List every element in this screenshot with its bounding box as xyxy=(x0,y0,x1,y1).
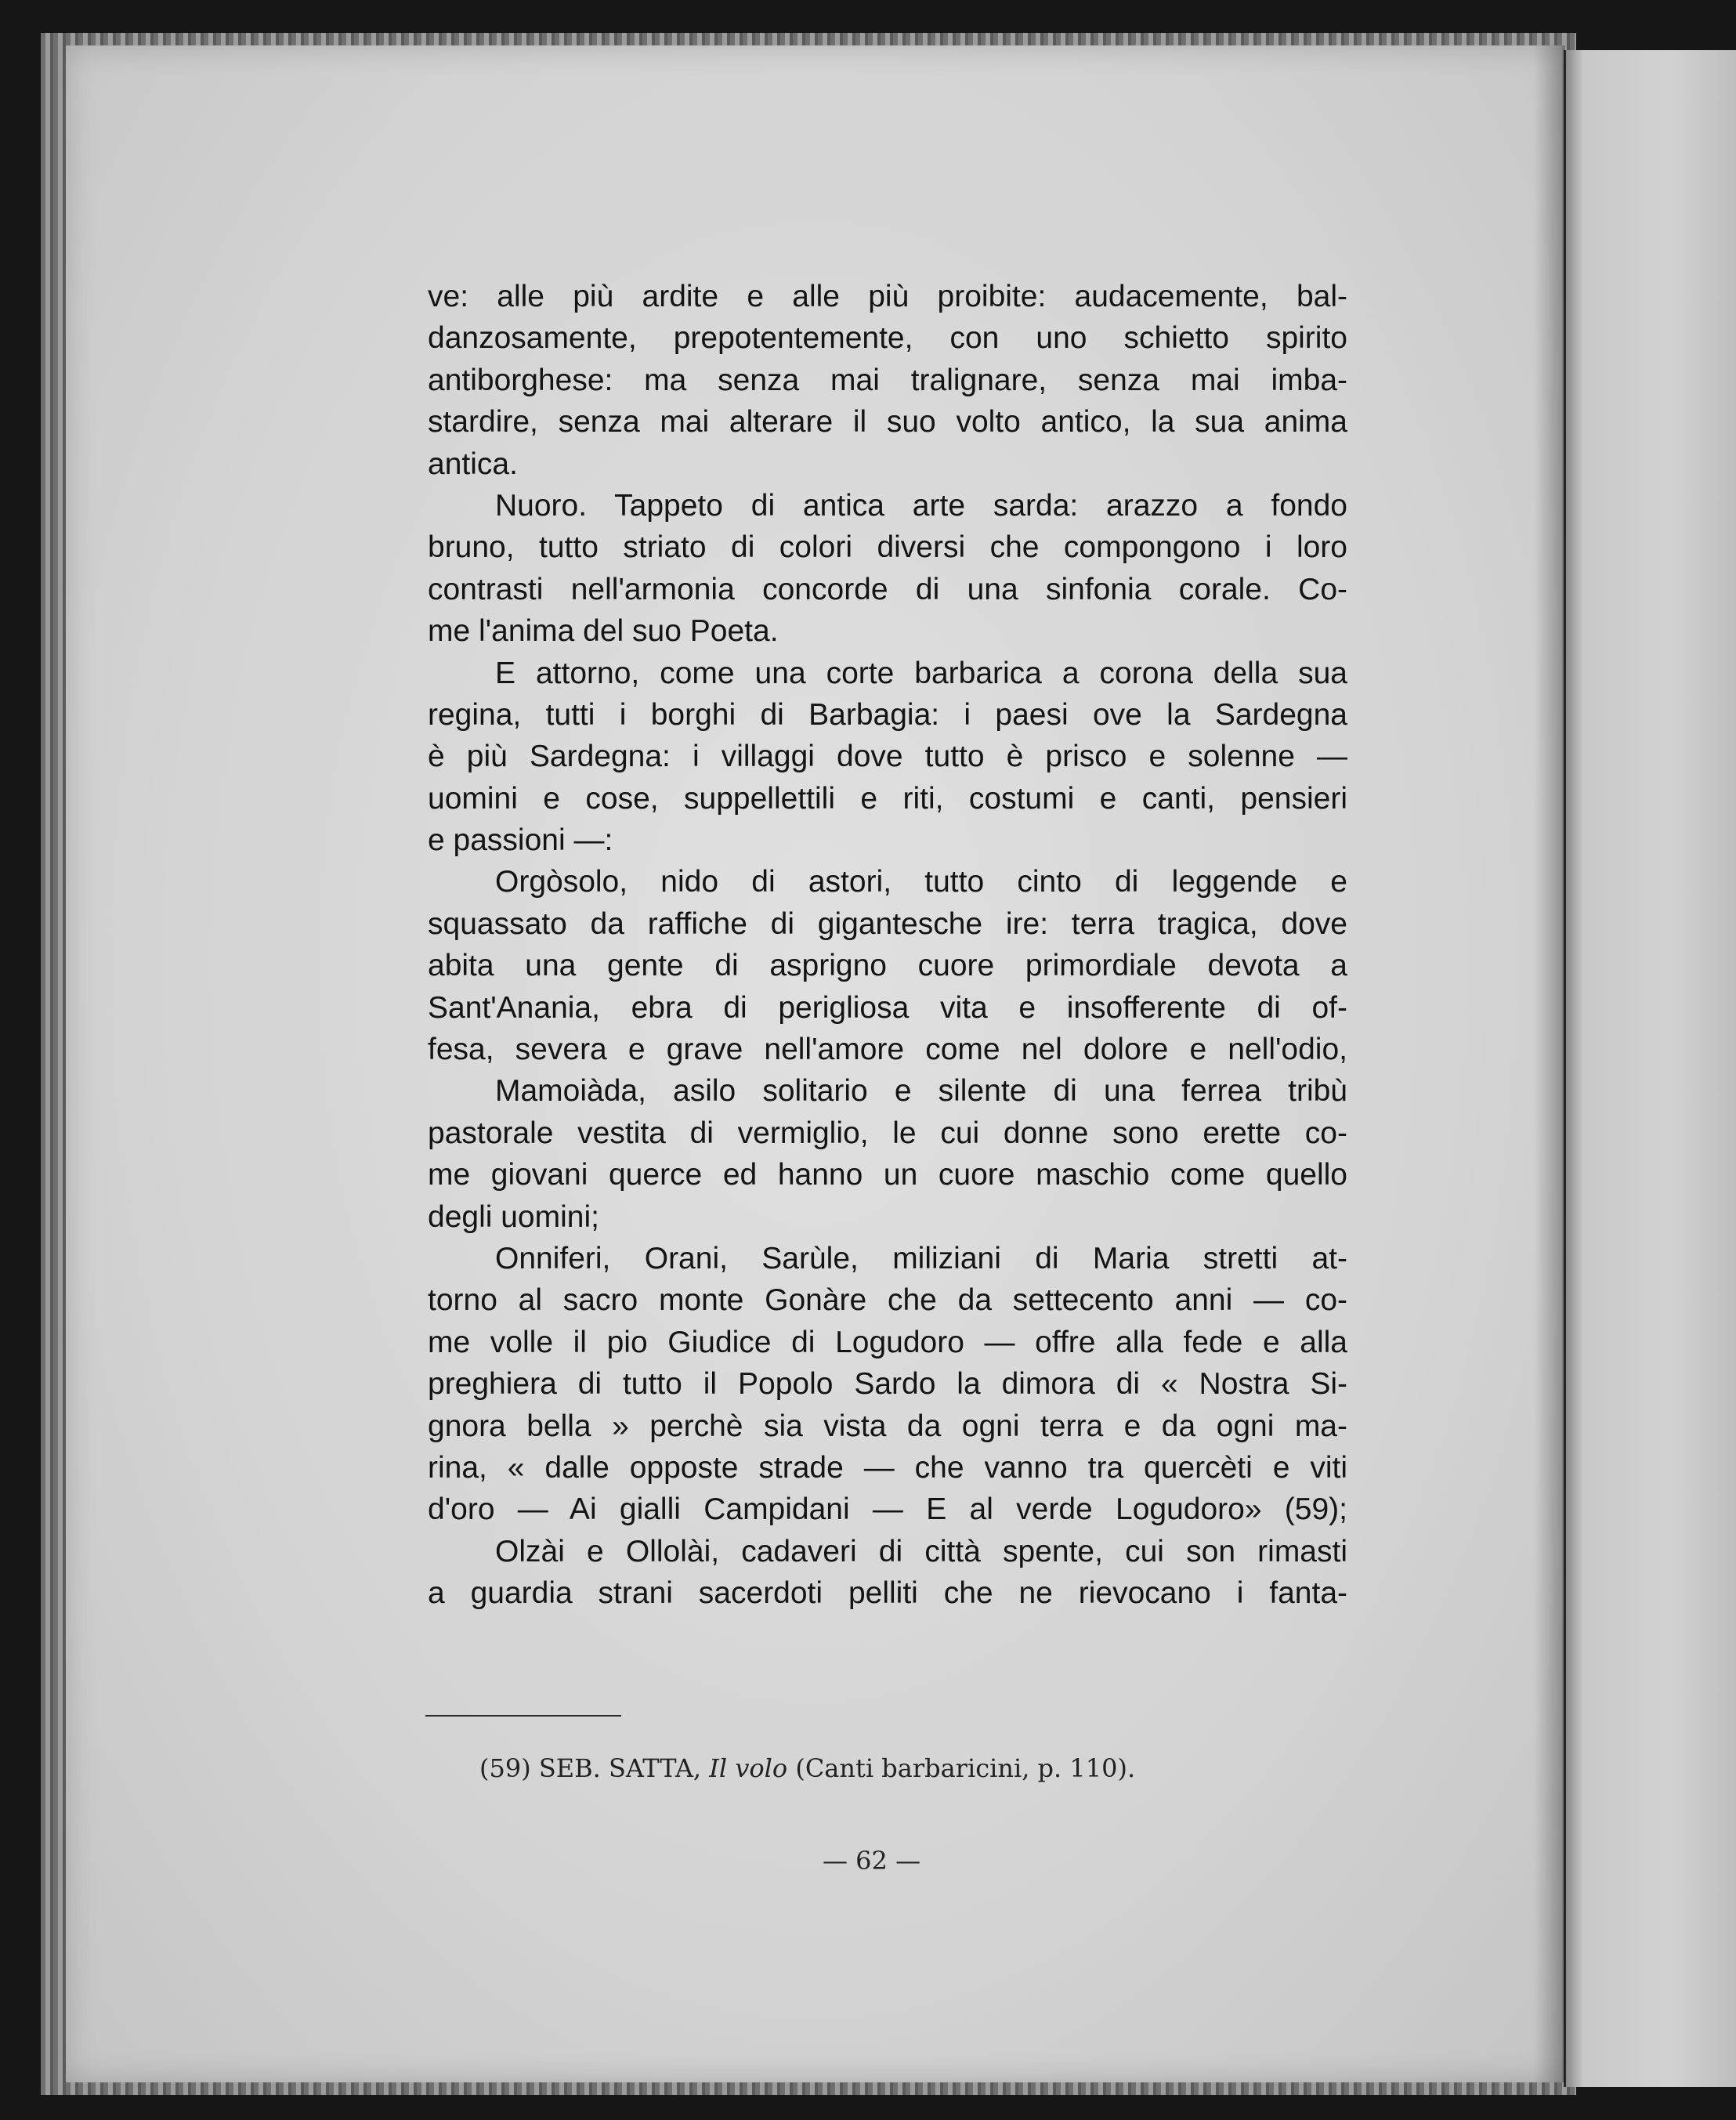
next-page-edge xyxy=(1564,50,1736,2087)
footnote-rule xyxy=(425,1715,621,1717)
text-line: torno al sacro monte Gonàre che da settecento anni — co- xyxy=(428,1283,1347,1318)
text-line: Sant'Anania, ebra di perigliosa vita e insofferente di of- xyxy=(428,990,1347,1025)
spine-shadow xyxy=(1534,45,1565,2082)
text-line: d'oro — Ai gialli Campidani — E al verde Logudoro» (59); xyxy=(428,1492,1347,1527)
text-line: gnora bella » perchè sia vista da ogni terra e da ogni ma- xyxy=(428,1409,1347,1443)
text-line: stardire, senza mai alterare il suo volto antico, la sua anima xyxy=(428,405,1347,440)
text-line: Olzài e Ollolài, cadaveri di città spente, cui son rimasti xyxy=(495,1534,1347,1568)
text-line: fesa, severa e grave nell'amore come nel dolore e nell'odio, xyxy=(428,1033,1347,1067)
body-text xyxy=(428,276,1347,1615)
text-line: preghiera di tutto il Popolo Sardo la dimora di « Nostra Si- xyxy=(428,1367,1347,1402)
text-line: uomini e cose, suppellettili e riti, costumi e canti, pensieri xyxy=(428,781,1347,816)
text-line: me l'anima del suo Poeta. xyxy=(428,614,779,649)
text-line: Orgòsolo, nido di astori, tutto cinto di leggende e xyxy=(495,865,1347,899)
text-line: ve: alle più ardite e alle più proibite: audacemente, bal- xyxy=(428,280,1347,313)
text-line: Nuoro. Tappeto di antica arte sarda: arazzo a fondo xyxy=(495,488,1347,523)
text-line: a guardia strani sacerdoti pelliti che ne rievocano i fanta- xyxy=(428,1576,1347,1611)
text-line: squassato da raffiche di gigantesche ire: terra tragica, dove xyxy=(428,906,1347,941)
footnote xyxy=(479,1753,1135,1783)
footnote-title: Il volo xyxy=(709,1753,788,1783)
text-line: pastorale vestita di vermiglio, le cui donne sono erette co- xyxy=(428,1116,1347,1150)
text-line: E attorno, come una corte barbarica a corona della sua xyxy=(495,656,1347,690)
page-number: — 62 — xyxy=(823,1846,921,1876)
text-line: bruno, tutto striato di colori diversi che compongono i loro xyxy=(428,530,1347,565)
text-line: contrasti nell'armonia concorde di una sinfonia corale. Co- xyxy=(428,572,1347,606)
text-line: me volle il pio Giudice di Logudoro — offre alla fede e alla xyxy=(428,1325,1347,1359)
text-line: rina, « dalle opposte strade — che vanno tra quercèti e viti xyxy=(428,1450,1347,1485)
text-line: regina, tutti i borghi di Barbagia: i paesi ove la Sardegna xyxy=(428,697,1347,732)
text-line: Onniferi, Orani, Sarùle, miliziani di Maria stretti at- xyxy=(495,1241,1347,1275)
footnote-number: (59) xyxy=(479,1753,531,1783)
text-line: antiborghese: ma senza mai tralignare, senza mai imba- xyxy=(428,363,1347,397)
text-line: abita una gente di asprigno cuore primordiale devota a xyxy=(428,949,1347,983)
text-line: antica. xyxy=(428,447,518,481)
text-line: danzosamente, prepotentemente, con uno schietto spirito xyxy=(428,321,1347,356)
text-line: e passioni —: xyxy=(428,823,613,858)
text-line: è più Sardegna: i villaggi dove tutto è prisco e solenne — xyxy=(428,740,1347,774)
text-line: me giovani querce ed hanno un cuore maschio come quello xyxy=(428,1158,1347,1192)
text-line: Mamoiàda, asilo solitario e silente di una ferrea tribù xyxy=(495,1074,1347,1109)
footnote-source: (Canti barbaricini, p. 110). xyxy=(795,1753,1136,1783)
text-line: degli uomini; xyxy=(428,1199,599,1234)
footnote-author: SEB. SATTA, xyxy=(538,1753,702,1783)
